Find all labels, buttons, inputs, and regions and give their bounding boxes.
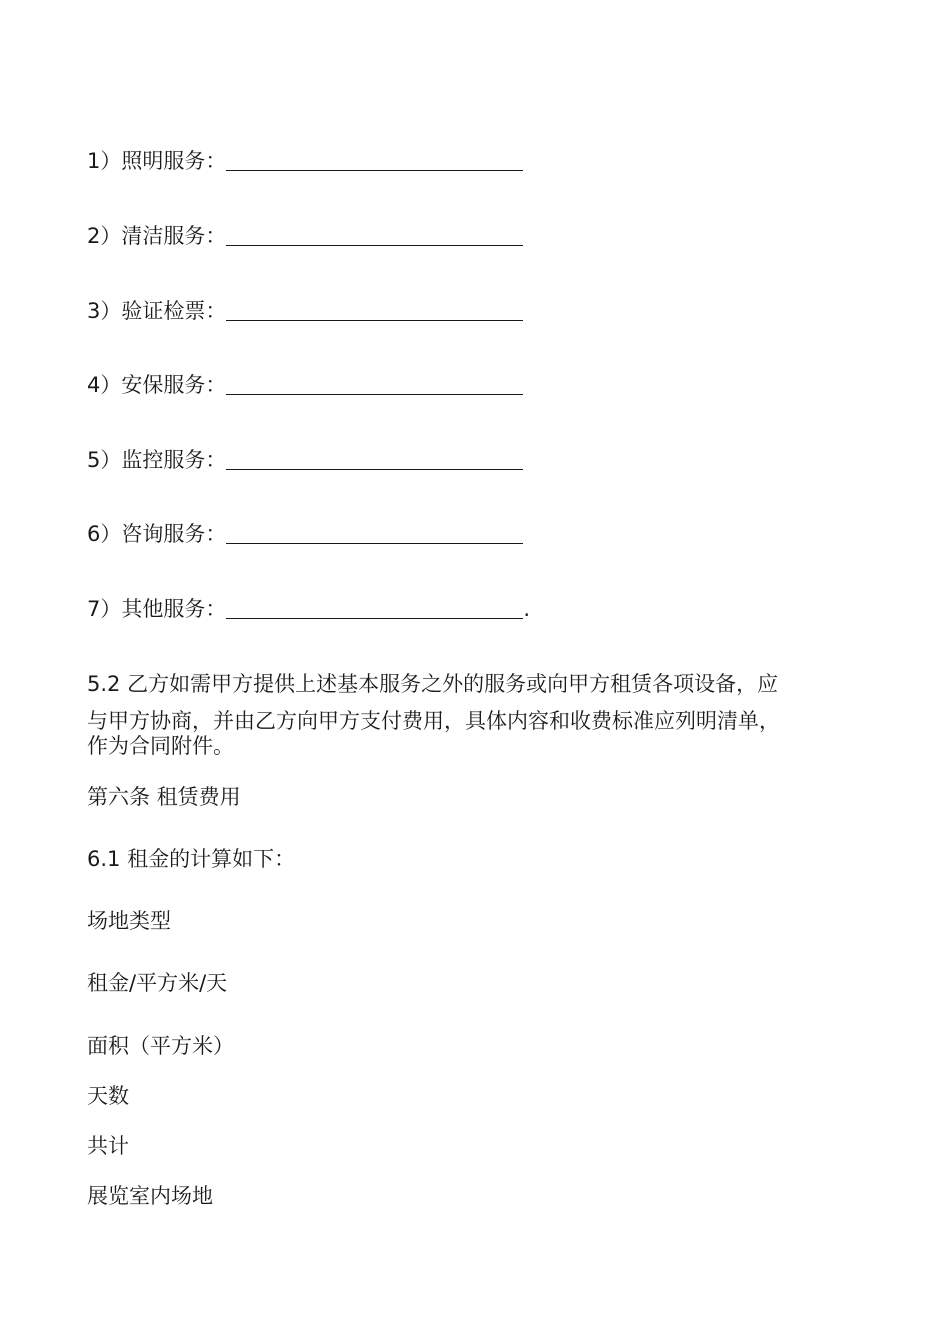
clause-5-2-line-1: 5.2 乙方如需甲方提供上述基本服务之外的服务或向甲方租赁各项设备，应	[87, 672, 779, 696]
service-label: 3）验证检票：	[87, 299, 227, 323]
clause-5-2-line-2: 与甲方协商，并由乙方向甲方支付费用，具体内容和收费标准应列明清单，	[87, 709, 780, 733]
service-label: 7）其他服务：	[87, 597, 227, 621]
article-6-title: 第六条 租赁费用	[87, 785, 241, 809]
table-cell-indoor-exhibition-venue: 展览室内场地	[87, 1184, 213, 1208]
service-label: 4）安保服务：	[87, 373, 227, 397]
service-label: 6）咨询服务：	[87, 522, 227, 546]
fill-in-blank[interactable]	[226, 617, 523, 619]
service-line-consulting	[87, 520, 523, 548]
table-cell-total: 共计	[87, 1134, 129, 1158]
service-line-ticket-check	[87, 297, 523, 325]
service-label: 1）照明服务：	[87, 149, 227, 173]
fill-in-blank[interactable]	[226, 542, 523, 544]
fill-in-blank[interactable]	[226, 169, 523, 171]
service-label: 2）清洁服务：	[87, 224, 227, 248]
table-cell-days: 天数	[87, 1084, 129, 1108]
service-suffix: .	[523, 597, 531, 621]
table-cell-area: 面积（平方米）	[87, 1034, 234, 1058]
fill-in-blank[interactable]	[226, 244, 523, 246]
fill-in-blank[interactable]	[226, 319, 523, 321]
table-cell-venue-type: 场地类型	[87, 909, 171, 933]
table-cell-rent-per-sqm-day: 租金/平方米/天	[87, 971, 228, 995]
fill-in-blank[interactable]	[226, 468, 523, 470]
service-line-security	[87, 371, 523, 399]
service-line-other	[87, 595, 530, 623]
clause-5-2-line-3: 作为合同附件。	[87, 734, 234, 758]
service-line-lighting	[87, 147, 523, 175]
fill-in-blank[interactable]	[226, 393, 523, 395]
clause-5-2	[87, 670, 887, 760]
service-label: 5）监控服务：	[87, 448, 227, 472]
service-line-cleaning	[87, 222, 523, 250]
service-line-monitoring	[87, 446, 523, 474]
clause-6-1: 6.1 租金的计算如下：	[87, 847, 296, 871]
